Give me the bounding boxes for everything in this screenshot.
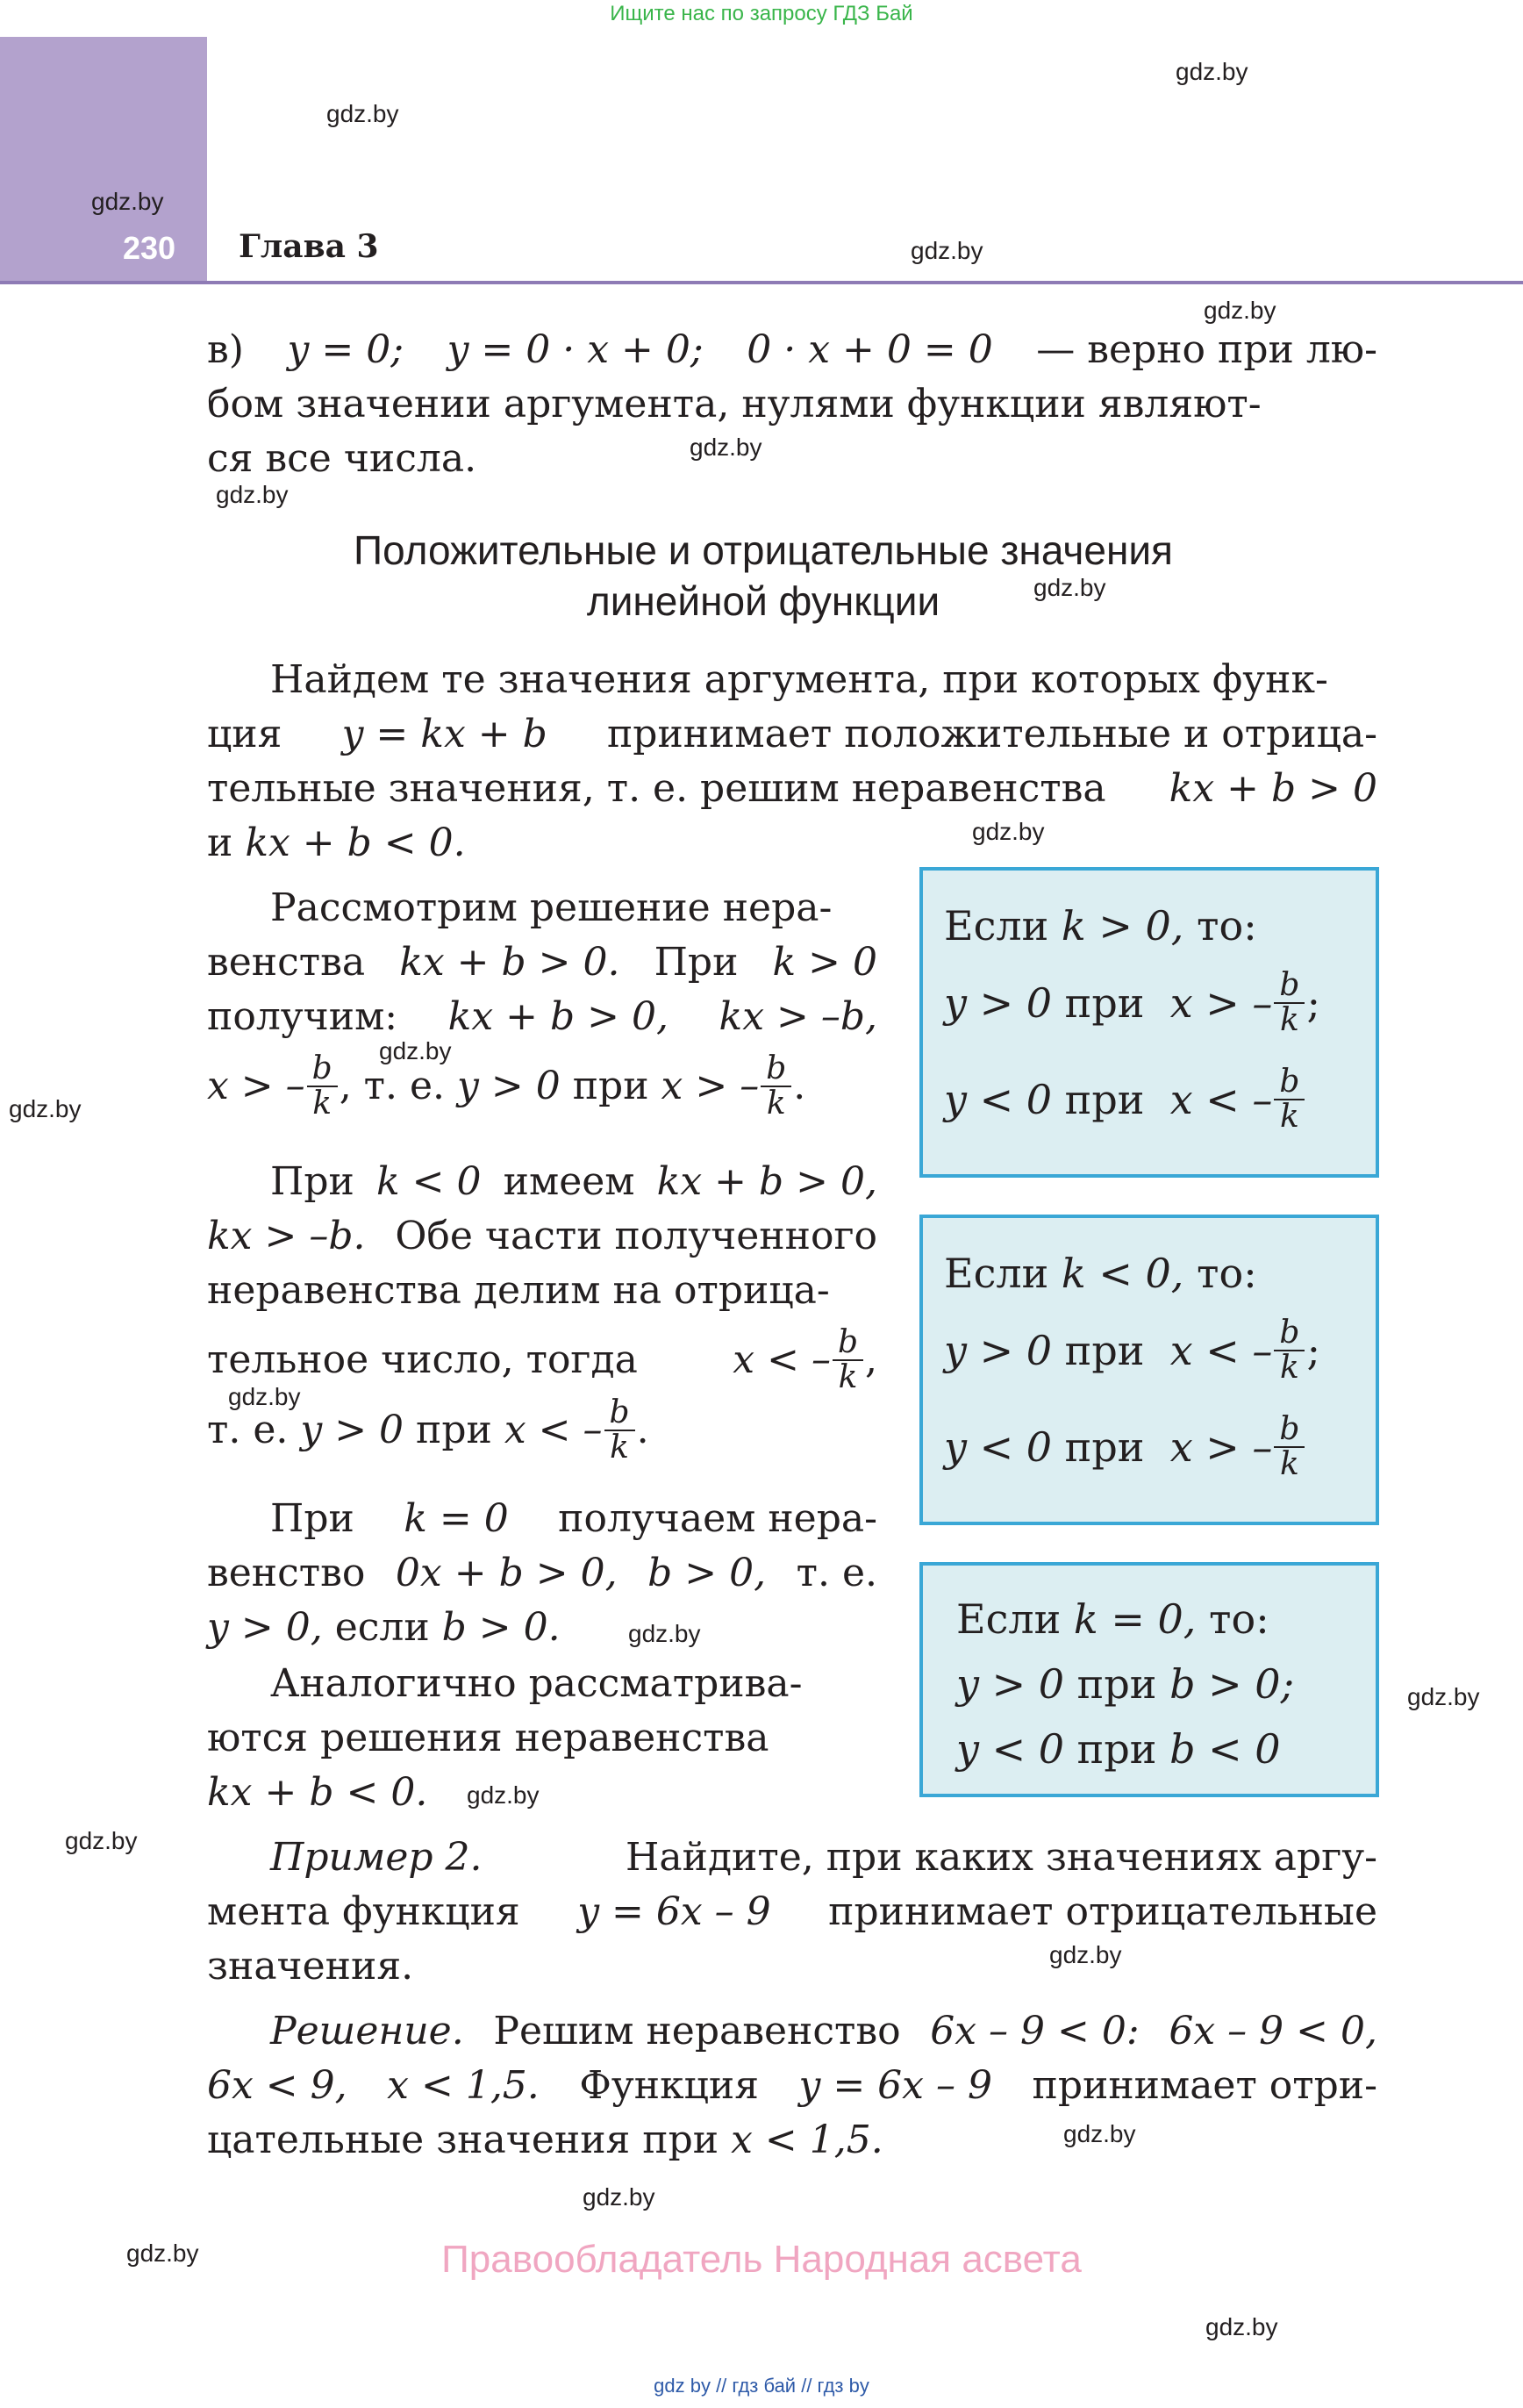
denominator: k: [1280, 1099, 1299, 1135]
formula: y > 0: [300, 1408, 404, 1452]
box-line: [944, 1316, 1320, 1385]
formula: b > 0;: [1169, 1660, 1295, 1708]
text-line: [207, 377, 1377, 432]
box-line: [956, 1725, 1281, 1773]
text: цательные значения при: [207, 2118, 719, 2162]
formula: y = 6x – 9: [798, 2063, 992, 2108]
text: получим:: [207, 994, 398, 1039]
formula: x > –: [1169, 1423, 1273, 1471]
page-tab: [0, 37, 207, 283]
text: при: [572, 1064, 649, 1108]
formula: x < –: [733, 1337, 831, 1382]
text: Решим неравенство: [493, 2009, 901, 2053]
text: принимает отрицательные: [828, 1889, 1377, 1934]
formula: y = 0;: [287, 327, 404, 372]
text: при: [1064, 1423, 1145, 1471]
denominator: k: [610, 1430, 629, 1466]
bottom-links[interactable]: gdz by // гдз бай // гдз by: [654, 2375, 869, 2397]
text: При: [270, 1496, 354, 1541]
text-line: [207, 1657, 877, 1711]
text: тельные значения, т. е. решим неравенства: [207, 766, 1106, 811]
text: При: [270, 1159, 354, 1204]
text: если: [334, 1605, 430, 1650]
text-line: [207, 881, 877, 935]
text: т. е.: [207, 1408, 289, 1452]
solution-label: Решение.: [270, 2009, 464, 2053]
formula: 0x + b > 0,: [395, 1551, 618, 1595]
text: т. е.: [796, 1551, 877, 1595]
denominator: k: [312, 1086, 332, 1122]
text: венства: [207, 940, 366, 985]
fraction: [1274, 1413, 1305, 1481]
section-title-line: линейной функции: [586, 578, 940, 624]
example-label: Пример 2.: [270, 1835, 483, 1880]
numerator: b: [761, 1052, 791, 1087]
numerator: b: [604, 1396, 635, 1431]
denominator: k: [1280, 1446, 1299, 1482]
text-line: [207, 1546, 877, 1601]
watermark: gdz.by: [628, 1620, 701, 1647]
text: при: [1064, 1076, 1145, 1123]
fraction: [1274, 969, 1305, 1037]
formula: k < 0: [376, 1159, 482, 1204]
watermark: gdz.by: [216, 481, 289, 508]
text: то:: [1209, 1595, 1269, 1643]
watermark: gdz.by: [91, 188, 164, 215]
section-title-line: Положительные и отрицательные значения: [354, 527, 1173, 573]
numerator: b: [307, 1052, 338, 1087]
text: принимает положительные и отрица-: [606, 712, 1377, 756]
section-title: [263, 525, 1263, 627]
text: при: [1064, 1327, 1145, 1374]
rule-box-k-zero: [919, 1562, 1379, 1797]
text-line: [207, 2113, 1377, 2168]
fraction: [604, 1396, 635, 1465]
text-line: [207, 1209, 877, 1264]
formula: x > –: [207, 1064, 305, 1108]
numerator: b: [833, 1326, 863, 1361]
text: при: [1064, 979, 1145, 1027]
box-line: [956, 1660, 1294, 1708]
fraction: [1274, 1316, 1305, 1385]
formula: y > 0: [944, 1327, 1053, 1374]
text: при: [416, 1408, 492, 1452]
numerator: b: [1274, 969, 1305, 1004]
formula: x < –: [504, 1408, 603, 1452]
copyright-owner: Правообладатель Народная асвета: [441, 2238, 1082, 2281]
formula: kx + b > 0.: [399, 940, 620, 985]
text: Найдем те значения аргумента, при которых функ-: [270, 657, 1328, 702]
numerator: b: [1274, 1413, 1305, 1448]
watermark: gdz.by: [1205, 2313, 1278, 2340]
denominator: k: [1280, 1350, 1299, 1386]
formula: k = 0,: [1073, 1595, 1197, 1643]
text-line: [207, 1601, 877, 1655]
formula: y > 0: [457, 1064, 561, 1108]
box-line: [956, 1595, 1269, 1643]
text: — верно при лю-: [1036, 327, 1377, 372]
text-line: [207, 1318, 877, 1402]
box-line: [944, 1065, 1306, 1134]
text-line: [207, 323, 1377, 377]
text: Если: [956, 1595, 1062, 1643]
formula: y < 0: [944, 1423, 1053, 1471]
intro-paragraph: [207, 653, 1377, 871]
watermark: gdz.by: [1407, 1683, 1480, 1710]
text-line: [207, 990, 877, 1044]
formula: kx + b < 0.: [207, 1770, 428, 1815]
case-zero-paragraph: [207, 1492, 877, 1655]
formula: x > –: [1169, 979, 1273, 1027]
watermark: gdz.by: [1049, 1941, 1122, 1968]
formula: kx + b > 0,: [656, 1159, 877, 1204]
formula: x < –: [1169, 1076, 1273, 1123]
text-line: [207, 1044, 877, 1129]
solution-paragraph: [207, 2004, 1377, 2168]
numerator: b: [1274, 1065, 1305, 1100]
watermark: gdz.by: [228, 1383, 301, 1410]
watermark: gdz.by: [326, 100, 399, 127]
fraction: [833, 1326, 863, 1394]
box-line: [944, 902, 1257, 950]
formula: x < 1,5.: [731, 2118, 883, 2162]
watermark: gdz.by: [1063, 2120, 1136, 2147]
text-line: [207, 1831, 1377, 1885]
rule-box-k-negative: [919, 1215, 1379, 1525]
formula: kx > –b.: [207, 1214, 366, 1258]
formula: 6x – 9 < 0:: [930, 2009, 1140, 2053]
text: получаем нера-: [558, 1496, 877, 1541]
header-rule: [0, 281, 1523, 284]
formula: y < 0: [944, 1076, 1053, 1123]
formula: y < 0: [956, 1725, 1065, 1773]
formula: y > 0,: [207, 1605, 323, 1650]
text: ;: [1306, 1327, 1320, 1374]
watermark: gdz.by: [583, 2183, 655, 2211]
case-positive-paragraph: [207, 881, 877, 1129]
box-line: [944, 1250, 1257, 1297]
text: .: [636, 1408, 649, 1452]
formula: y > 0: [944, 979, 1053, 1027]
text: при: [1076, 1660, 1157, 1708]
denominator: k: [1280, 1002, 1299, 1038]
box-line: [944, 969, 1320, 1037]
text-line: [207, 2004, 1377, 2059]
watermark: gdz.by: [911, 237, 983, 264]
formula: k < 0,: [1061, 1250, 1184, 1297]
watermark: gdz.by: [690, 434, 762, 461]
text: , т. е.: [339, 1064, 446, 1108]
paragraph-v: [207, 323, 1377, 486]
text-line: [207, 707, 1377, 762]
text: мента функция: [207, 1889, 520, 1934]
text: Если: [944, 1250, 1049, 1297]
text-line: [207, 1766, 877, 1820]
rule-box-k-positive: [919, 867, 1379, 1178]
text-line: [207, 1264, 877, 1318]
text: то:: [1197, 1250, 1257, 1297]
formula: k > 0: [772, 940, 877, 985]
formula: b > 0.: [441, 1605, 561, 1650]
text: бом значении аргумента, нулями функции являют-: [207, 382, 1262, 426]
text: тельное число, тогда: [207, 1337, 638, 1382]
text-line: [207, 816, 1377, 871]
numerator: b: [1274, 1316, 1305, 1351]
text-line: [207, 1885, 1377, 1939]
text-line: значения.: [207, 1944, 414, 1989]
text: Обе части полученного: [395, 1214, 877, 1258]
example-paragraph: [207, 1831, 1377, 1994]
watermark: gdz.by: [1204, 297, 1276, 324]
text: Аналогично рассматрива-: [270, 1661, 803, 1706]
formula: y = 0 · x + 0;: [447, 327, 704, 372]
text: имеем: [503, 1159, 635, 1204]
text-line: [207, 1711, 877, 1766]
formula: k > 0,: [1061, 902, 1184, 950]
text: неравенства делим на отрица-: [207, 1268, 830, 1313]
formula: x < –: [1169, 1327, 1273, 1374]
box-line: [944, 1413, 1306, 1481]
watermark: gdz.by: [9, 1095, 82, 1122]
formula: 6x – 9 < 0,: [1169, 2009, 1377, 2053]
text: Функция: [579, 2063, 759, 2108]
text: ются решения неравенства: [207, 1716, 769, 1760]
text-line: [207, 1492, 877, 1546]
formula: x > –: [661, 1064, 760, 1108]
text-line: [207, 653, 1377, 707]
text: и: [207, 821, 233, 865]
text: Если: [944, 902, 1049, 950]
text-line: [207, 935, 877, 990]
watermark: gdz.by: [467, 1781, 540, 1809]
formula: k = 0: [404, 1496, 509, 1541]
fraction: [307, 1052, 338, 1121]
text: Найдите, при каких значениях аргу-: [626, 1835, 1377, 1880]
formula: kx > –b,: [719, 994, 877, 1039]
text: При: [654, 940, 739, 985]
watermark: gdz.by: [379, 1037, 452, 1064]
formula: kx + b > 0,: [447, 994, 669, 1039]
formula: y = kx + b: [341, 712, 547, 756]
watermark: gdz.by: [972, 818, 1045, 845]
formula: y = 6x – 9: [577, 1889, 771, 1934]
formula: 6x < 9,: [207, 2063, 347, 2108]
text: ,: [865, 1337, 877, 1382]
fraction: [761, 1052, 791, 1121]
formula: b > 0,: [647, 1551, 767, 1595]
text: в): [207, 327, 244, 372]
fraction: [1274, 1065, 1305, 1134]
page-number: 230: [123, 230, 176, 266]
watermark: gdz.by: [126, 2240, 199, 2267]
top-banner: Ищите нас по запросу ГДЗ Бай: [610, 2, 913, 25]
text: .: [793, 1064, 806, 1108]
case-negative-paragraph: [207, 1155, 877, 1466]
analog-paragraph: [207, 1657, 877, 1820]
text: венство: [207, 1551, 366, 1595]
text-line: [207, 1155, 877, 1209]
text: при: [1076, 1725, 1157, 1773]
formula: kx + b > 0: [1169, 766, 1377, 811]
text: Рассмотрим решение нера-: [270, 885, 833, 930]
formula: b < 0: [1169, 1725, 1281, 1773]
denominator: k: [838, 1359, 858, 1395]
watermark: gdz.by: [65, 1827, 138, 1854]
formula: x < 1,5.: [387, 2063, 540, 2108]
text: ция: [207, 712, 282, 756]
formula: kx + b < 0.: [245, 821, 466, 865]
text-line: [207, 2059, 1377, 2113]
chapter-title: Глава 3: [239, 228, 379, 265]
text-line: [207, 762, 1377, 816]
formula: y > 0: [956, 1660, 1065, 1708]
formula: 0 · x + 0 = 0: [747, 327, 993, 372]
denominator: k: [766, 1086, 786, 1122]
watermark: gdz.by: [1033, 574, 1106, 601]
text: то:: [1197, 902, 1257, 950]
text-line: ся все числа.: [207, 436, 477, 481]
watermark: gdz.by: [1176, 58, 1248, 85]
text: принимает отри-: [1032, 2063, 1377, 2108]
text: ;: [1306, 979, 1320, 1027]
